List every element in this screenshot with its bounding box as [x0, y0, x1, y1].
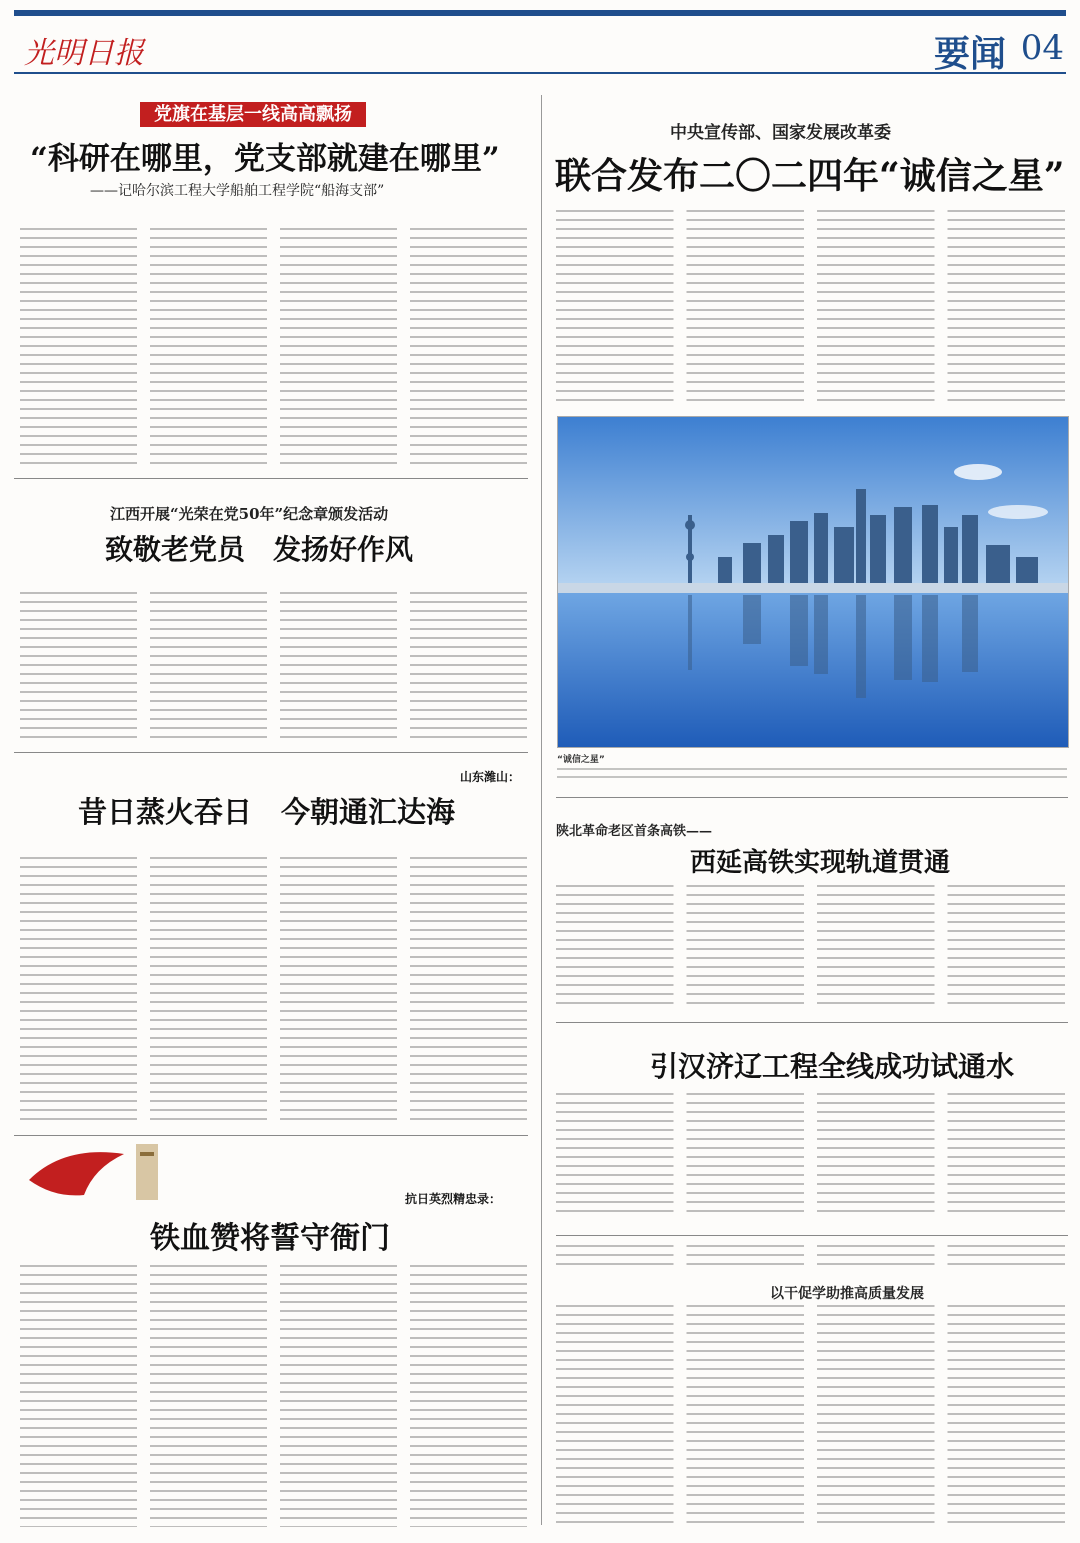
left-story4-body — [20, 1265, 528, 1527]
left-story3-body — [20, 857, 528, 1127]
left-story1-kicker — [140, 100, 366, 126]
column-divider — [541, 95, 542, 1525]
right-story2-headline: 西延高铁实现轨道贯通 — [690, 848, 951, 878]
left-story4-headline: 铁血赞将誓守衙门 — [150, 1221, 390, 1256]
left-story2-body — [20, 592, 528, 742]
section-rule — [14, 478, 528, 479]
section-rule — [556, 797, 1068, 798]
page-number: 04 — [1020, 28, 1064, 68]
left-story1-body — [20, 228, 528, 468]
left-story2-kicker: 江西开展“光荣在党50年”纪念章颁发活动 — [110, 505, 389, 523]
left-story1-subhead: ——记哈尔滨工程大学船舶工程学院“船海支部” — [90, 183, 385, 199]
right-story1-headline: 联合发布二〇二四年“诚信之星” — [555, 155, 1065, 197]
masthead — [14, 22, 1066, 74]
left-story3-tag: 山东潍山： — [460, 770, 521, 784]
right-story1-kicker: 中央宣传部、国家发展改革委 — [670, 123, 891, 143]
city-skyline-photo — [557, 416, 1069, 748]
right-story2-kicker: 陕北革命老区首条高铁—— — [556, 824, 713, 839]
kicker-banner: 党旗在基层一线高高飘扬 — [140, 102, 366, 127]
left-story1-headline: “科研在哪里，党支部就建在哪里” — [30, 141, 500, 177]
right-story1-body — [556, 210, 1066, 405]
left-story2-headline: 致敬老党员 发扬好作风 — [105, 533, 414, 566]
page-section-name: 要闻 — [933, 33, 1006, 75]
section-rule — [14, 752, 528, 753]
left-story4-tag: 抗日英烈精忠录： — [405, 1192, 502, 1206]
right-story4-body — [556, 1305, 1066, 1527]
left-story3-headline: 昔日蒸火吞日 今朝通汇达海 — [78, 795, 456, 829]
top-rule — [14, 10, 1066, 16]
right-story2-body — [556, 885, 1066, 1010]
section-rule — [556, 1235, 1068, 1236]
right-story4-body-top — [556, 1245, 1066, 1265]
right-story4-headline: 以干促学助推高质量发展 — [770, 1286, 924, 1302]
commemoration-badge-icon — [24, 1140, 179, 1205]
section-rule — [556, 1022, 1068, 1023]
right-story3-body — [556, 1093, 1066, 1218]
photo-caption — [557, 752, 1067, 782]
section-rule — [14, 1135, 528, 1136]
newspaper-logo: 光明日报 — [24, 36, 144, 71]
caption-label: “诚信之星” — [557, 755, 605, 765]
right-story3-headline: 引汉济辽工程全线成功试通水 — [650, 1050, 1015, 1083]
